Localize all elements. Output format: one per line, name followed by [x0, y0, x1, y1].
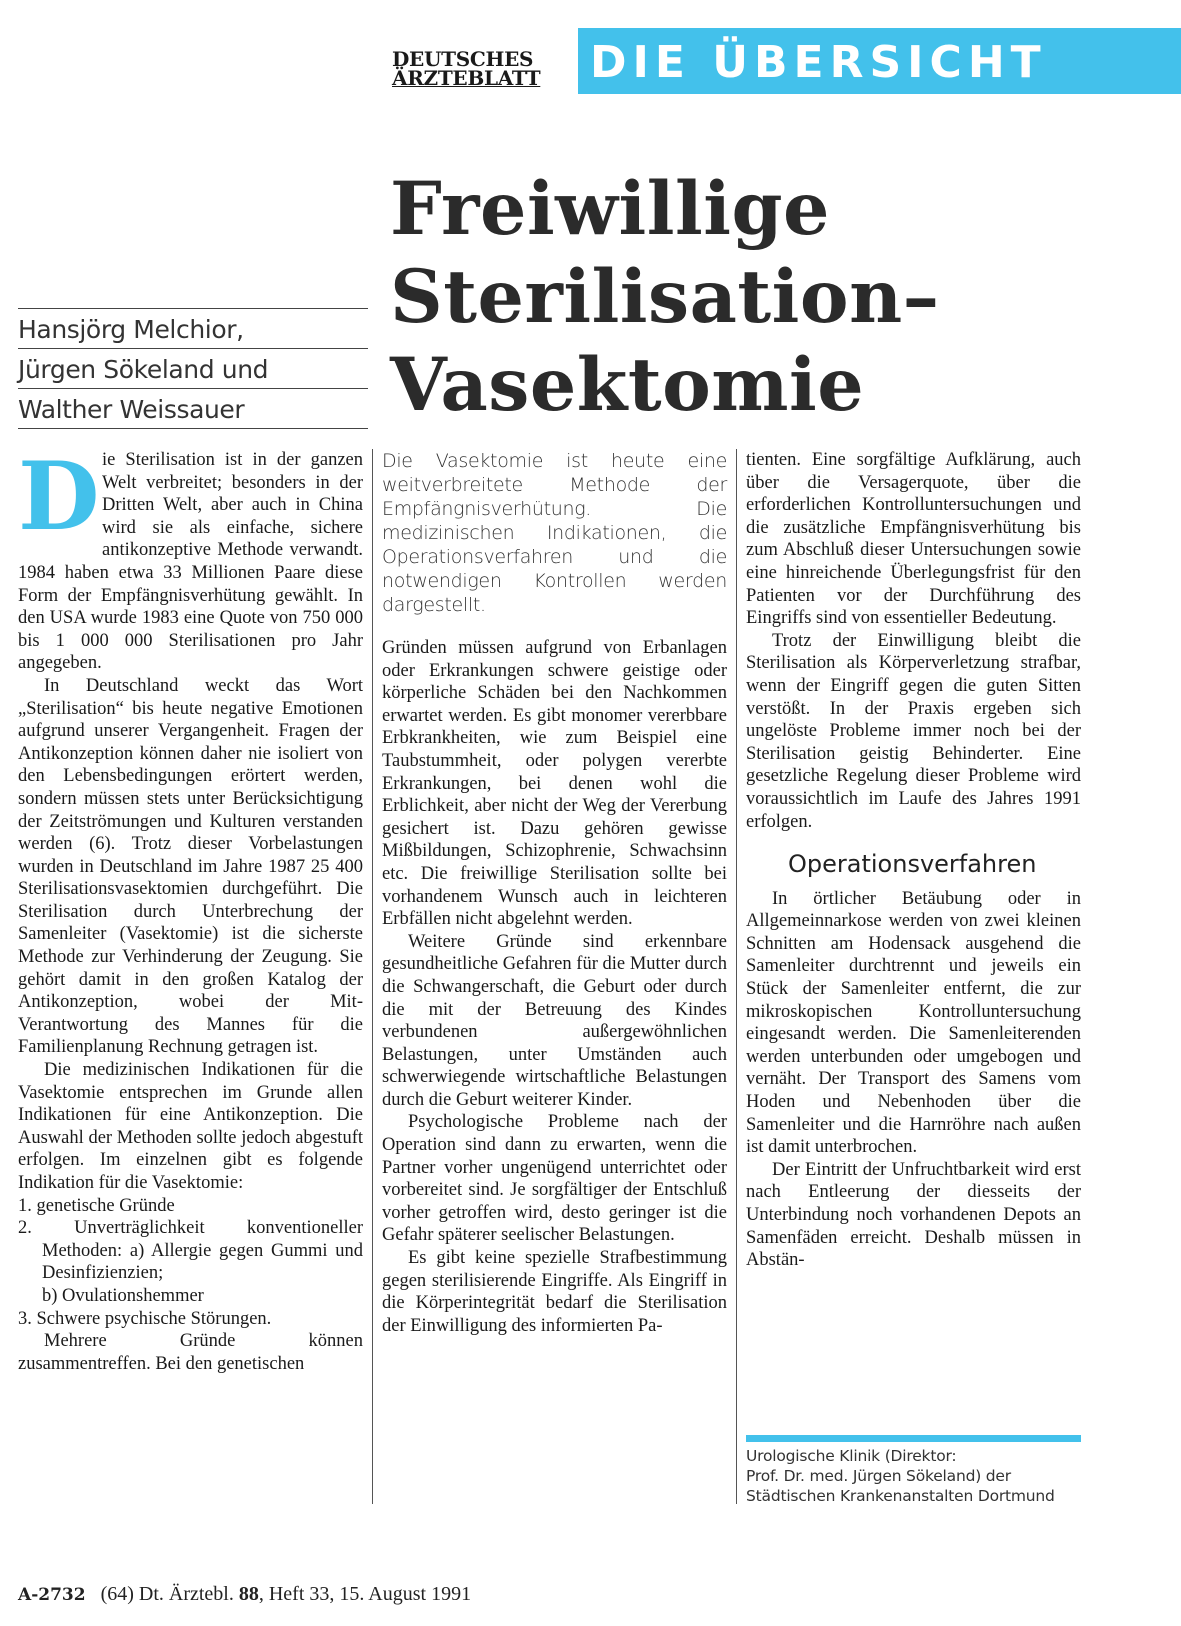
affiliation-line2: Prof. Dr. med. Jürgen Sökeland) der [746, 1467, 1011, 1485]
list-item: 3. Schwere psychische Störungen. [18, 1308, 272, 1329]
citation-suffix: , Heft 33, 15. August 1991 [258, 1583, 472, 1605]
indication-list [18, 1195, 363, 1331]
title-line2: Sterilisation– [390, 254, 940, 340]
citation-prefix: (64) Dt. Ärztebl. [100, 1583, 234, 1605]
section-banner [578, 28, 1181, 94]
paragraph: tienten. Eine sorgfältige Aufklärung, auch über die Versagerquote, über die erforderlichen Kontrolluntersuchungen und die zusätzliche Empfängnisverhütung bis zum Abschluß dieser Untersuchungen sowie eine hinreichende Überlegungsfrist für den Patienten vor der Durchführung des Eingriffs sind von essentieller Bedeutung. [746, 450, 1081, 629]
masthead-logo [392, 47, 570, 90]
section-heading: Operationsverfahren [788, 850, 1037, 879]
paragraph: Trotz der Einwilligung bleibt die Sterilisation als Körperverletzung strafbar, wenn der Eingriff gegen die guten Sitten verstößt. In der Praxis ergeben sich ungelöste Probleme immer noch bei der Sterilisation geistig Behinderter. Eine gesetzliche Regelung dieser Probleme wird voraussichtlich im Laufe des Jahres 1991 erfolgen. [746, 630, 1081, 832]
page-footer [18, 1583, 471, 1606]
paragraph: Es gibt keine spezielle Strafbestimmung gegen sterilisierende Eingriffe. Als Eingriff in die Körperintegrität bedarf die Sterilisation der Einwilligung des informierten Pa- [382, 1248, 727, 1336]
author-affiliation [746, 1435, 1081, 1506]
masthead-line1: DEUTSCHES [392, 47, 534, 71]
list-item: b) Ovulationshemmer [42, 1285, 204, 1306]
paragraph: Gründen müssen aufgrund von Erbanlagen oder Erkrankungen schwere geistige oder körperliche Schäden bei den Nachkommen erwartet werden. Es gibt monomer vererbbare Erbkrankheiten, wie zum Beispiel eine Taubstummheit, oder polygen vererbte Erkrankungen, bei denen wohl die Erblichkeit, aber nicht der Weg der Vererbung gesichert ist. Dazu gehören gewisse Mißbildungen, Schizophrenie, Schwachsinn etc. Die freiwillige Sterilisation sollte bei vorhandenem Wunsch auch in leichteren Erbfällen nicht abgelehnt werden. [382, 638, 727, 930]
paragraph: Psychologische Probleme nach der Operation sind dann zu erwarten, wenn die Partner vorher ungenügend unterrichtet oder vorbereitet sind. Je sorgfältiger der Entschluß vorher getroffen wird, desto geringer ist die Gefahr späterer seelischer Belastungen. [382, 1112, 727, 1246]
text-column-3 [746, 449, 1081, 1272]
column-divider [372, 449, 373, 1504]
list-item: 2. Unverträglichkeit konventioneller Methoden: a) Allergie gegen Gummi und Desinfizienzien; [18, 1218, 363, 1284]
text-column-1 [18, 442, 363, 1375]
masthead-line2: ÄRZTEBLATT [392, 66, 541, 90]
title-line1: Freiwillige [390, 166, 830, 252]
citation-volume: 88 [238, 1583, 259, 1605]
author-1: Hansjörg Melchior, [18, 308, 368, 348]
page-number: A-2732 [18, 1585, 86, 1605]
article-abstract: Die Vasektomie ist heute eine weitverbreitete Methode der Empfängnisverhütung. Die medizinischen Indikationen, die Operationsverfahren und die notwendigen Kontrollen werden dargestellt. [382, 450, 727, 616]
paragraph: ie Sterilisation ist in der ganzen Welt verbreitet; besonders in der Dritten Welt, aber auch in China wird sie als einfache, sichere antikonzeptive Methode verwandt. 1984 haben etwa 33 Millionen Paare diese Form der Empfängnisverhütung gewählt. In den USA wurde 1983 eine Quote von 750 000 bis 1 000 000 Sterilisationen pro Jahr angegeben. [18, 450, 363, 674]
column-divider [736, 449, 737, 1504]
affiliation-line1: Urologische Klinik (Direktor: [746, 1447, 957, 1465]
paragraph: Die medizinischen Indikationen für die Vasektomie entsprechen im Grunde allen Indikationen für eine Antikonzeption. Die Auswahl der Methoden sollte jedoch abgestuft erfolgen. Im einzelnen gibt es folgende Indikation für die Vasektomie: [18, 1060, 363, 1193]
text-column-2 [382, 449, 727, 1337]
author-2: Jürgen Sökeland und [18, 348, 368, 388]
paragraph: Mehrere Gründe können zusammentreffen. Bei den genetischen [18, 1331, 363, 1374]
affiliation-line3: Städtischen Krankenanstalten Dortmund [746, 1487, 1055, 1505]
list-item: 1. genetische Gründe [18, 1195, 175, 1216]
title-line3: Vasektomie [390, 342, 865, 428]
paragraph: In Deutschland weckt das Wort „Sterilisation“ bis heute negative Emotionen aufgrund unserer Vergangenheit. Fragen der Antikonzeption können daher nie isoliert von den Lebensbedingungen erörtert werden, sondern müssen stets unter Berücksichtigung der Zeitströmungen und Kulturen verstanden werden (6). Trotz dieser Vorbelastungen wurden in Deutschland im Jahre 1987 25 400 Sterilisationsvasektomien durchgeführt. Die Sterilisation durch Unterbrechung der Samenleiter (Vasektomie) ist die sicherste Methode zur Verhinderung der Zeugung. Sie gehört damit in den großen Katalog der Antikonzeption, wobei der Mit-Verantwortung des Mannes für die Familienplanung Rechnung getragen ist. [18, 675, 363, 1058]
section-label: DIE ÜBERSICHT [590, 37, 1047, 88]
drop-cap: D [18, 442, 100, 552]
paragraph: In örtlicher Betäubung oder in Allgemeinnarkose werden von zwei kleinen Schnitten am Hodensack ausgehend die Samenleiter durchtrennt und jeweils ein Stück der Samenleiter entfernt, die zur mikroskopischen Kontrolluntersuchung eingesandt werden. Die Samenleiterenden werden unterbunden oder umgebogen und vernäht. Der Transport des Samens vom Hoden und Nebenhoden über die Samenleiter und die Harnröhre nach außen ist damit unterbrochen. [746, 888, 1081, 1158]
author-3: Walther Weissauer [18, 388, 368, 429]
author-list [18, 308, 368, 429]
paragraph: Der Eintritt der Unfruchtbarkeit wird erst nach Entleerung der diesseits der Unterbindung noch vorhandenen Depots an Samenfäden erreicht. Deshalb müssen in Abstän- [746, 1159, 1081, 1271]
paragraph: Weitere Gründe sind erkennbare gesundheitliche Gefahren für die Mutter durch die Schwangerschaft, die Geburt oder durch die mit der Betreuung des Kindes verbundenen außergewöhnlichen Belastungen, unter Umständen auch schwerwiegende wirtschaftliche Belastungen durch die Geburt weiterer Kinder. [382, 931, 727, 1110]
article-title [390, 165, 1110, 429]
